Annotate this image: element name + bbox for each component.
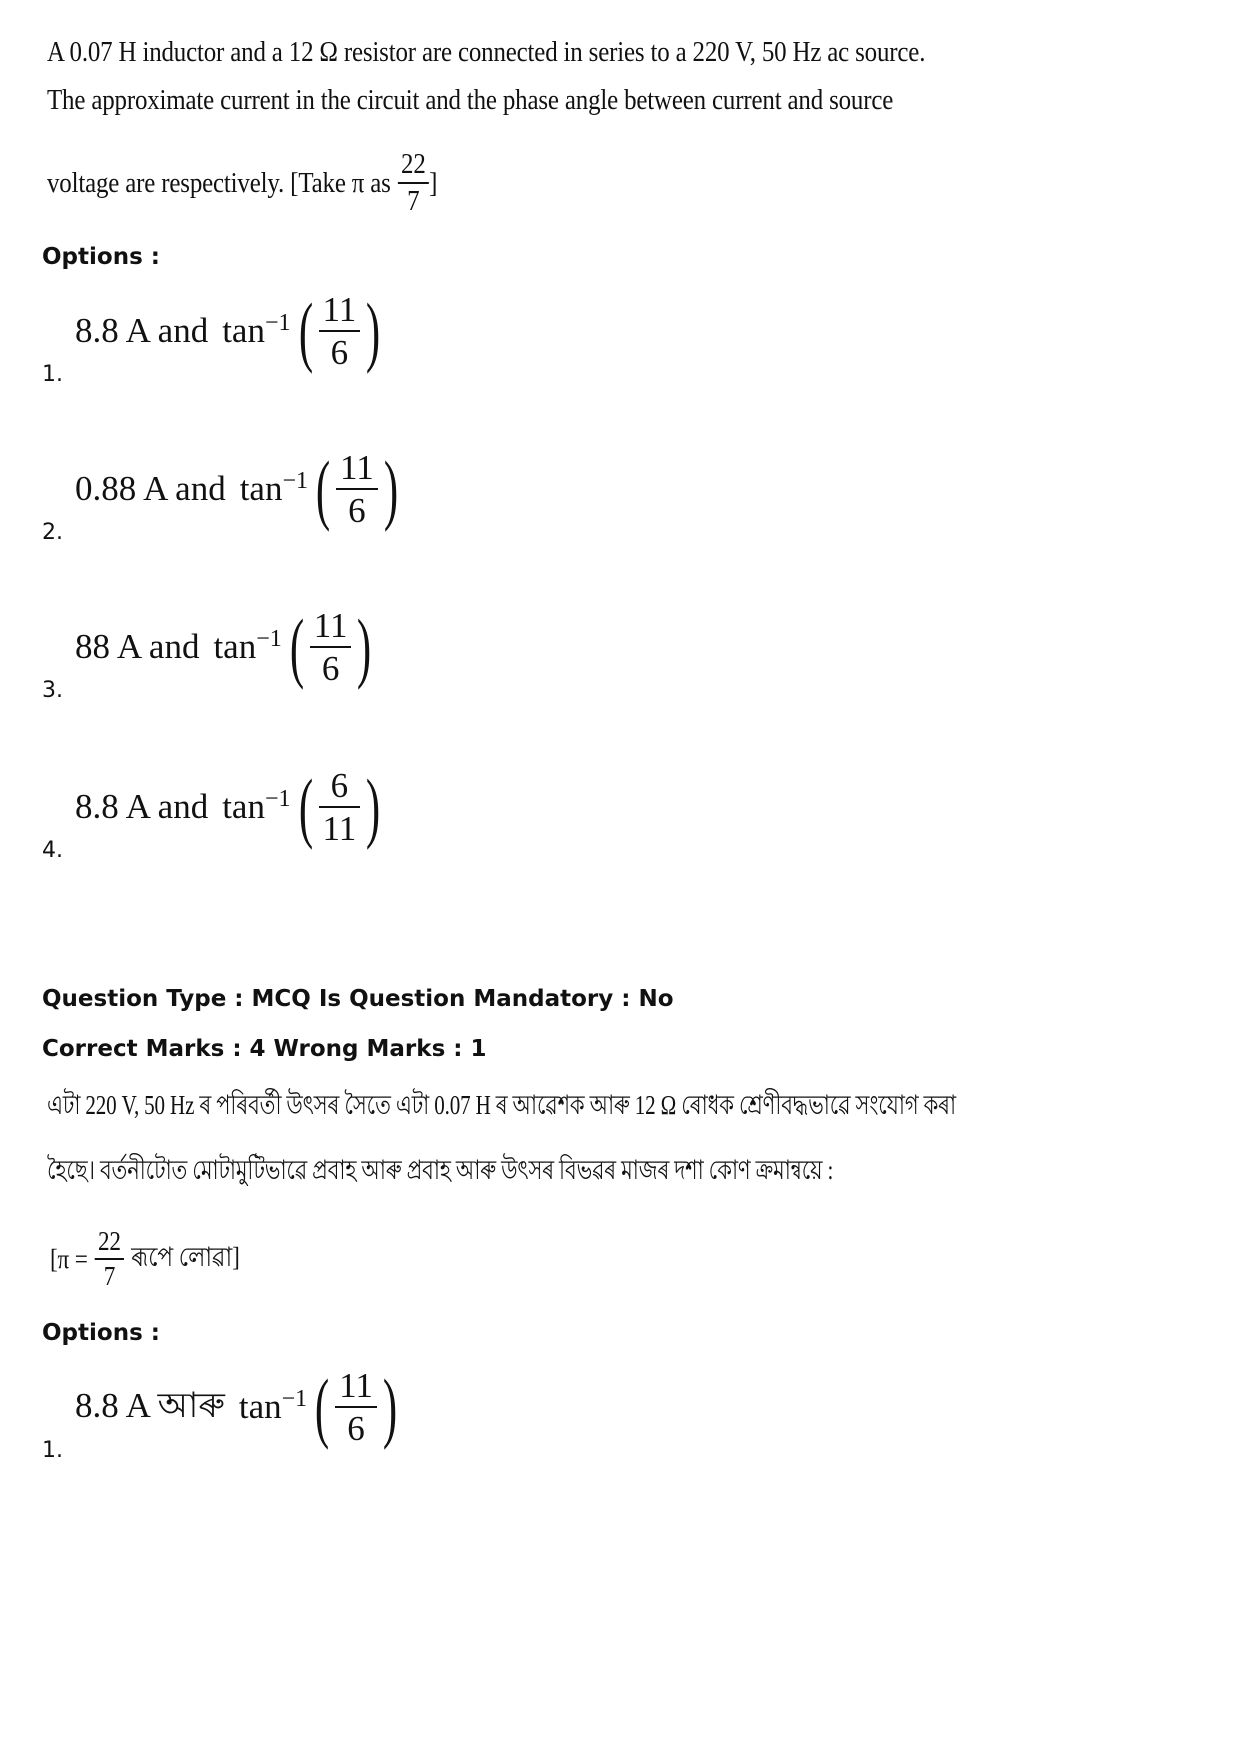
option-4-func: tan xyxy=(222,787,265,826)
pi-numerator: 22 xyxy=(401,148,426,180)
option-2-den: 6 xyxy=(348,491,366,530)
options-label-as: Options : xyxy=(42,1320,160,1346)
option-2-number: 2. xyxy=(42,520,63,545)
option-1[interactable]: 8.8 A and tan −1 ( $\frac{11}{6}$ ) xyxy=(75,287,381,374)
option-4-number: 4. xyxy=(42,838,63,863)
option-3-den: 6 xyxy=(321,649,340,688)
option-3-num: 11 xyxy=(313,606,348,645)
option-as-1-number: 1. xyxy=(42,1438,63,1463)
option-as-1-func: tan xyxy=(238,1387,282,1426)
option-1-func: tan xyxy=(222,311,265,350)
option-2-sup: −1 xyxy=(282,467,309,494)
option-4-den: 11 xyxy=(322,809,357,848)
pi-numerator-as: 22 xyxy=(97,1226,121,1256)
option-1-num: 11 xyxy=(322,290,357,329)
question-line-3-close: ] xyxy=(429,166,438,199)
option-2-num: 11 xyxy=(340,448,374,487)
option-as-1-den: 6 xyxy=(347,1409,365,1448)
option-2-current: 0.88 A and xyxy=(75,469,226,508)
option-as-1-current: 8.8 A আৰু xyxy=(75,1385,225,1425)
option-as-1-sup: −1 xyxy=(281,1385,308,1412)
question-as-pi-prefix: [π = xyxy=(50,1243,88,1274)
option-1-den: 6 xyxy=(330,333,349,372)
question-as-pi xyxy=(50,1228,240,1290)
option-4-current: 8.8 A and xyxy=(75,787,209,826)
pi-fraction-as xyxy=(95,1228,125,1290)
option-2[interactable]: 0.88 A and tan −1 ( $\frac{11}{6}$ ) xyxy=(75,445,398,532)
option-4-sup: −1 xyxy=(264,785,291,812)
pi-denominator: 7 xyxy=(407,185,420,217)
option-3-sup: −1 xyxy=(256,625,282,652)
option-as-1-num: 11 xyxy=(339,1366,373,1405)
pi-denominator-as: 7 xyxy=(103,1261,116,1291)
option-3-number: 3. xyxy=(42,678,63,703)
option-3-current: 88 A and xyxy=(75,627,200,666)
option-1-current: 8.8 A and xyxy=(75,311,209,350)
option-4[interactable]: 8.8 A and tan −1 ( $\frac{6}{11}$ ) xyxy=(75,763,381,850)
marks-line: Correct Marks : 4 Wrong Marks : 1 xyxy=(42,1036,487,1062)
options-label: Options : xyxy=(42,244,160,270)
option-as-1[interactable]: 8.8 A আৰু tan −1 ( $\frac{11}{6}$ ) xyxy=(75,1363,397,1450)
option-2-func: tan xyxy=(239,469,283,508)
question-line-3-text: voltage are respectively. [Take π as xyxy=(47,166,391,199)
question-line-2: The approximate current in the circuit and the phase angle between current and source xyxy=(47,84,894,116)
question-line-1: A 0.07 H inductor and a 12 Ω resistor are connected in series to a 220 V, 50 Hz ac source. xyxy=(47,36,926,68)
option-1-sup: −1 xyxy=(264,309,291,336)
question-as-line-1: এটা 220 V, 50 Hz ৰ পৰিবৰ্তী উৎসৰ সৈতে এটা 0.07 H ৰ আৱেশক আৰু 12 Ω ৰোধক শ্ৰেণীবদ্ধভাৱে সংযোগ কৰা xyxy=(47,1090,956,1120)
pi-fraction xyxy=(398,150,429,216)
question-line-3 xyxy=(47,150,437,216)
question-type-line: Question Type : MCQ Is Question Mandatory : No xyxy=(42,986,674,1012)
option-4-num: 6 xyxy=(330,766,349,805)
question-as-pi-suffix: ৰূপে লোৱা] xyxy=(131,1241,240,1272)
option-3[interactable]: 88 A and tan −1 ( $\frac{11}{6}$ ) xyxy=(75,603,372,690)
question-as-line-2: হৈছে। বৰ্তনীটোত মোটামুটিভাৱে প্ৰবাহ আৰু প্ৰবাহ আৰু উৎসৰ বিভৱৰ মাজৰ দশা কোণ ক্ৰমান্বয়ে : xyxy=(47,1155,834,1185)
option-3-func: tan xyxy=(213,627,257,666)
option-1-number: 1. xyxy=(42,362,63,387)
